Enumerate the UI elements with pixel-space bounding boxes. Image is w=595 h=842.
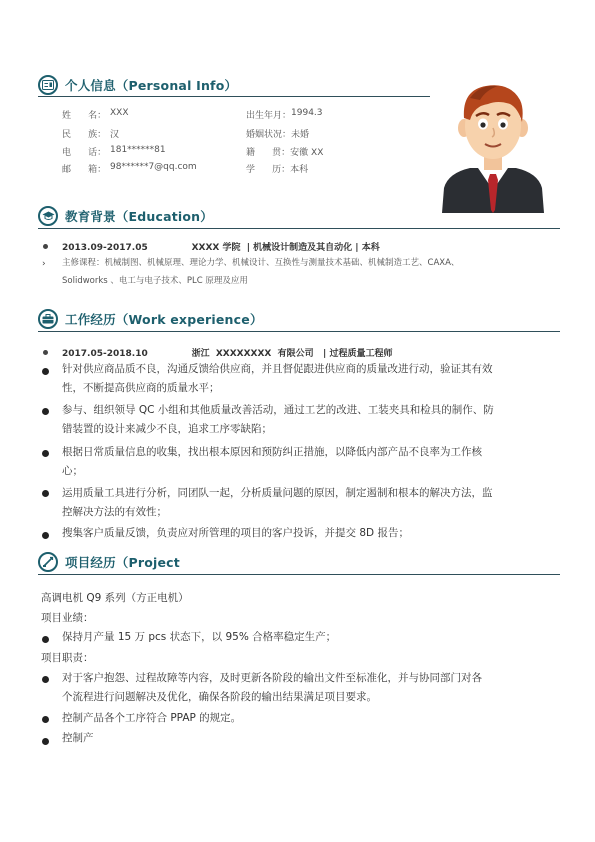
project-perf-label: 项目业绩：: [41, 612, 94, 624]
project-duty-bullet: [42, 738, 49, 745]
work-entry: 2017.05-2018.10 浙江 XXXXXXXX 有限公司 | 过程质量工程师: [62, 349, 393, 359]
info-marital: 婚姻状况： 未婚: [246, 130, 310, 140]
project-icon: [38, 552, 58, 572]
work-item: 根据日常质量信息的收集，找出根本原因和预防纠正措施，以降低内部产品不良率为工作核 心；: [62, 446, 482, 477]
info-name: 姓 名： XXX: [62, 108, 129, 121]
project-duty-bullet: [42, 716, 49, 723]
education-entry: 2013.09-2017.05 XXXX 学院 | 机械设计制造及其自动化 | 本科: [62, 243, 380, 253]
work-item-bullet: [42, 450, 49, 457]
chevron-right-icon: ›: [42, 259, 46, 269]
work-item-bullet: [42, 368, 49, 375]
work-item-bullet: [42, 408, 49, 415]
work-item: 运用质量工具进行分析，同团队一起，分析质量问题的原因，制定遏制和根本的解决方法，监 控解决方法的有效性；: [62, 487, 493, 518]
project-name: 高调电机 Q9 系列（方正电机）: [41, 592, 189, 604]
education-divider: [38, 228, 560, 229]
briefcase-icon: [38, 309, 58, 329]
avatar: [440, 78, 546, 213]
id-card-icon: [38, 75, 58, 95]
education-courses-1: 主修课程：机械制图、机械原理、理论力学、机械设计、互换性与测量技术基础、机械制造工艺、CAXA、: [62, 258, 460, 268]
work-item-bullet: [42, 490, 49, 497]
work-header: [38, 309, 263, 329]
personal-divider: [38, 96, 430, 97]
work-item-bullet: [42, 532, 49, 539]
work-item: 参与、组织领导 QC 小组和其他质量改善活动，通过工艺的改进、工装夹具和检具的制作、防 错装置的设计来减少不良，追求工序零缺陷；: [62, 404, 494, 435]
education-bullet: [43, 244, 48, 249]
work-divider: [38, 331, 560, 332]
info-email: 邮 箱： 98******7@qq.com: [62, 162, 197, 175]
project-duty-bullet: [42, 676, 49, 683]
project-divider: [38, 574, 560, 575]
work-item: 搜集客户质量反馈，负责应对所管理的项目的客户投诉，并提交 8D 报告；: [62, 527, 409, 539]
project-duty-label: 项目职责：: [41, 652, 94, 664]
graduation-cap-icon: [38, 206, 58, 226]
education-title: 教育背景（Education）: [65, 209, 213, 224]
info-birth: 出生年月： 1994.3: [246, 108, 323, 121]
education-courses-2: Solidworks 、电工与电子技术、PLC 原理及应用: [62, 276, 248, 286]
info-phone: 电 话： 181******81: [62, 145, 166, 158]
personal-info-title: 个人信息（Personal Info）: [65, 78, 238, 93]
education-header: [38, 206, 213, 226]
project-title: 项目经历（Project: [65, 555, 180, 570]
personal-info-header: [38, 75, 237, 95]
work-item: 针对供应商品质不良，沟通反馈给供应商，并且督促跟进供应商的质量改进行动，验证其有效 性，不断提高供应商的质量水平；: [62, 363, 493, 394]
info-ethnicity: 民 族： 汉: [62, 130, 120, 140]
work-bullet: [43, 350, 48, 355]
project-duty-item: 控制产: [62, 732, 94, 744]
work-title: 工作经历（Work experience）: [65, 312, 263, 327]
info-origin: 籍 贯： 安徽 XX: [246, 148, 324, 158]
project-duty-item: 对于客户抱怨、过程故障等内容，及时更新各阶段的输出文件至标准化，并与协同部门对各 个流程进行问题解决及优化，确保各阶段的输出结果满足项目要求。: [62, 672, 482, 703]
project-perf-item: 保持月产量 15 万 pcs 状态下，以 95% 合格率稳定生产；: [62, 631, 337, 643]
project-header: [38, 552, 180, 572]
project-duty-item: 控制产品各个工序符合 PPAP 的规定。: [62, 712, 242, 724]
project-perf-bullet: [42, 636, 49, 643]
info-education: 学 历： 本科: [246, 165, 309, 175]
